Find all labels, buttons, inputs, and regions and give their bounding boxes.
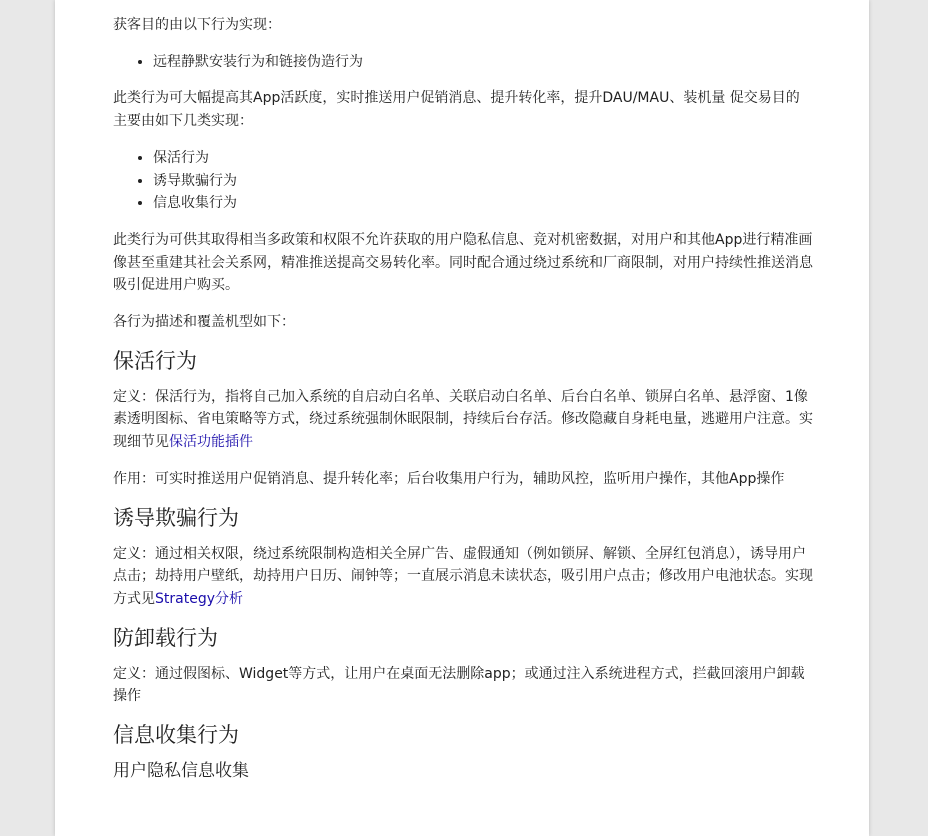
keepalive-plugin-link[interactable]: 保活功能插件 [169, 434, 253, 451]
subheading-privacy-collection: 用户隐私信息收集 [113, 761, 249, 782]
section-heading-collect: 信息收集行为 [113, 723, 239, 748]
intro-paragraph-3: 此类行为可供其取得相当多政策和权限不允许获取的用户隐私信息、竞对机密数据，对用户和其他App进行精准画像甚至重建其社会关系网，精准推送提高交易转化率。同时配合通过绕过系统和厂商限制，对用户持续性推送消息吸引促进用户购买。 [113, 231, 813, 294]
section-heading-uninstall: 防卸载行为 [113, 625, 218, 650]
uninstall-definition: 定义：通过假图标、Widget等方式，让用户在桌面无法删除app；或通过注入系统进程方式，拦截回滚用户卸载操作 [113, 665, 805, 705]
strategy-analysis-link[interactable]: Strategy分析 [155, 590, 243, 607]
acquisition-list [113, 51, 813, 74]
behavior-list [113, 147, 813, 215]
keepalive-definition [113, 386, 813, 454]
intro-paragraph-4: 各行为描述和覆盖机型如下： [113, 314, 295, 331]
document-content [113, 14, 813, 782]
document-page [55, 0, 869, 836]
keepalive-effect: 作用：可实时推送用户促销消息、提升转化率；后台收集用户行为，辅助风控，监听用户操作，其他App操作 [113, 470, 785, 487]
intro-paragraph-1: 获客目的由以下行为实现： [113, 17, 281, 33]
induce-definition-text: 定义：通过相关权限，绕过系统限制构造相关全屏广告、虚假通知（例如锁屏、解锁、全屏红包消息），诱导用户点击；劫持用户壁纸，劫持用户日历、闹钟等；一直展示消息未读状态，吸引用户点击；修改用户电池状态。实现方式见 [113, 545, 813, 607]
keepalive-definition-text: 定义：保活行为，指将自己加入系统的自启动白名单、关联启动白名单、后台白名单、锁屏白名单、悬浮窗、1像素透明图标、省电策略等方式，绕过系统强制休眠限制，持续后台存活。修改隐藏自身耗电量，逃避用户注意。实现细节见 [113, 388, 813, 451]
induce-definition [113, 543, 813, 611]
section-heading-keepalive: 保活行为 [113, 348, 197, 373]
intro-paragraph-2: 此类行为可大幅提高其App活跃度，实时推送用户促销消息、提升转化率，提升DAU/MAU、装机量 促交易目的主要由如下几类实现： [113, 90, 800, 130]
list-item: • 保活行为 [153, 147, 813, 170]
list-item: • 信息收集行为 [153, 192, 813, 215]
section-heading-induce: 诱导欺骗行为 [113, 505, 239, 530]
list-item: • 远程静默安装行为和链接伪造行为 [153, 51, 813, 74]
list-item: • 诱导欺骗行为 [153, 170, 813, 193]
